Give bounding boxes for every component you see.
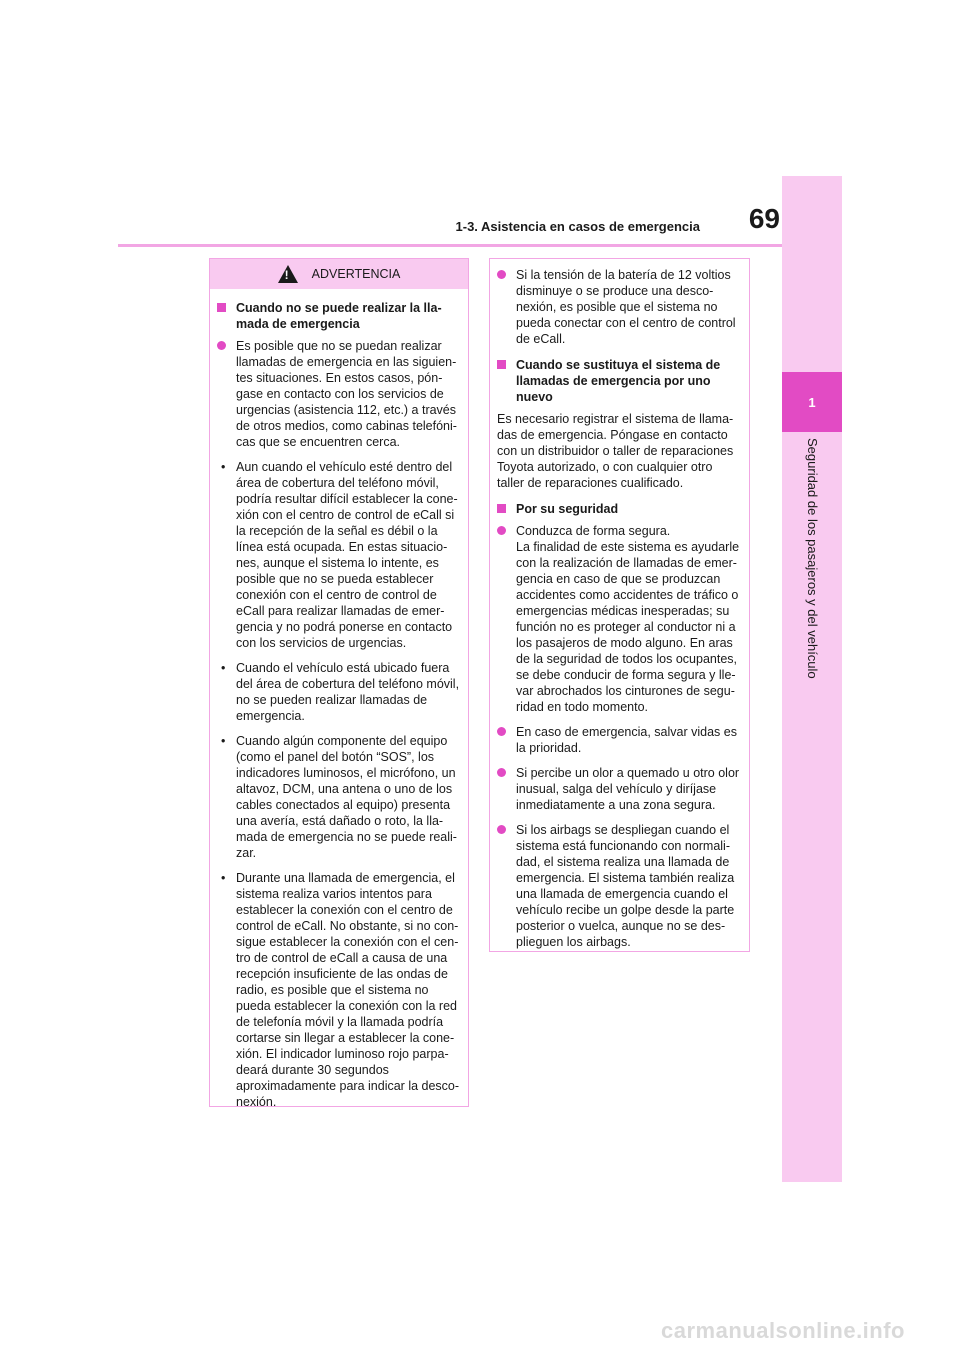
warning-label: ADVERTENCIA <box>311 267 401 281</box>
section-title: 1-3. Asistencia en casos de emergencia <box>455 219 700 234</box>
bullet-text: Si percibe un olor a quemado u otro olor inusual, salga del vehículo y diríjase inmediatamente a una zona segura. <box>516 766 740 812</box>
page-number: 69 <box>748 203 780 234</box>
bullet-item <box>497 724 741 756</box>
bullet-text: Si los airbags se despliegan cuando el sistema está funcionando con normali- dad, el sistema realiza una llamada de emergencia. El sistema también realiza una llamada de emergencia cuando el vehículo recibe un golpe desde la parte posterior o vuelca, aunque no se des- plieguen los airbags. <box>516 823 735 949</box>
bullet-item <box>497 822 741 950</box>
sub-item-text: Durante una llamada de emergencia, el sistema realiza varios intentos para establecer la conexión con el centro de control de eCall. No obstante, si no con- sigue establecer la conexión con el cen- tro de control de eCall a causa de una recepción insuficiente de las ondas de radio, es posible que el sistema no pueda establecer la conexión con la red de telefonía móvil y la llamada podría cortarse sin llegar a establecer la cone- xión. El indicador luminoso rojo parpa- deará durante 30 segundos aproximadamente para indicar la desco- nexión. <box>236 871 460 1109</box>
heading-text: Por su seguridad <box>516 502 619 516</box>
dot-bullet-icon: • <box>221 460 226 474</box>
circle-bullet-icon <box>497 270 506 279</box>
sub-item <box>217 870 460 1110</box>
square-bullet-icon <box>497 504 506 513</box>
bullet-text: Si la tensión de la batería de 12 voltios disminuye o se produce una desco- nexión, es posible que el sistema no pueda conectar con el centro de control de eCall. <box>516 268 736 346</box>
warning-box-right <box>489 258 750 952</box>
bullet-text: Es posible que no se puedan realizar llamadas de emergencia en las siguien- tes situaciones. En estos casos, pón- gase en contacto con los servicios de urgencias (asistencia 112, etc.) a través de otros medios, como cabinas telefóni- cas que se encuentren cerca. <box>236 339 457 449</box>
sub-item <box>217 660 460 724</box>
bullet-text: En caso de emergencia, salvar vidas es la prioridad. <box>516 725 737 755</box>
paragraph: Es necesario registrar el sistema de llama- das de emergencia. Póngase en contacto con un distribuidor o taller de reparaciones Toyota autorizado, o con cualquier otro taller de reparaciones cualificado. <box>497 412 734 490</box>
circle-bullet-icon <box>497 727 506 736</box>
bullet-item <box>497 765 741 813</box>
section-heading <box>217 300 460 332</box>
chapter-title: Seguridad de los pasajeros y del vehículo <box>805 438 820 679</box>
dot-bullet-icon: • <box>221 734 226 748</box>
chapter-number: 1 <box>782 372 842 432</box>
circle-bullet-icon <box>217 341 226 350</box>
square-bullet-icon <box>217 303 226 312</box>
header-rule <box>118 244 782 247</box>
circle-bullet-icon <box>497 825 506 834</box>
section-heading <box>497 501 741 517</box>
circle-bullet-icon <box>497 768 506 777</box>
warning-triangle-icon <box>278 265 298 283</box>
square-bullet-icon <box>497 360 506 369</box>
dot-bullet-icon: • <box>221 871 226 885</box>
section-heading <box>497 357 741 405</box>
sub-item-text: Aun cuando el vehículo esté dentro del área de cobertura del teléfono móvil, podría resultar difícil establecer la cone- xión con el centro de control de eCall si la recepción de la señal es débil o la línea está ocupada. En estas situacio- nes, aunque el sistema lo intente, es posible que no se pueda establecer conexión con el centro de control de eCall para realizar llamadas de emer- gencia y no podrá ponerse en contacto con los servicios de urgencias. <box>236 460 458 650</box>
sub-item <box>217 733 460 861</box>
bullet-item <box>497 523 741 715</box>
heading-text: Cuando se sustituya el sistema de llamadas de emergencia por uno nuevo <box>516 358 721 404</box>
sub-item <box>217 459 460 651</box>
bullet-text: Conduzca de forma segura. La finalidad de este sistema es ayudarle con la realización de llamadas de emer- gencia en caso de que se produzcan accidentes como accidentes de tráfico o emergencias médicas inesperadas; su función no es proteger al conductor ni a los pasajeros de modo alguno. En aras de la seguridad de todos los ocupantes, se debe conducir de forma segura y lle- var abrochados los cinturones de segu- ridad en todo momento. <box>516 524 740 714</box>
circle-bullet-icon <box>497 526 506 535</box>
sub-item-text: Cuando algún componente del equipo (como el panel del botón “SOS”, los indicadores luminosos, el micrófono, un altavoz, DCM, una antena o uno de los cables conectados al equipo) presenta una avería, está dañado o roto, la lla- mada de emergencia no se puede reali- zar. <box>236 734 457 860</box>
warning-box-left <box>209 258 469 1107</box>
heading-text: Cuando no se puede realizar la lla- mada de emergencia <box>236 301 442 331</box>
bullet-item <box>217 338 460 450</box>
bullet-item <box>497 267 741 347</box>
sub-item-text: Cuando el vehículo está ubicado fuera del área de cobertura del teléfono móvil, no se pueden realizar llamadas de emergencia. <box>236 661 460 723</box>
dot-bullet-icon: • <box>221 661 226 675</box>
warning-header <box>210 259 468 289</box>
watermark: carmanualsonline.info <box>661 1318 905 1343</box>
